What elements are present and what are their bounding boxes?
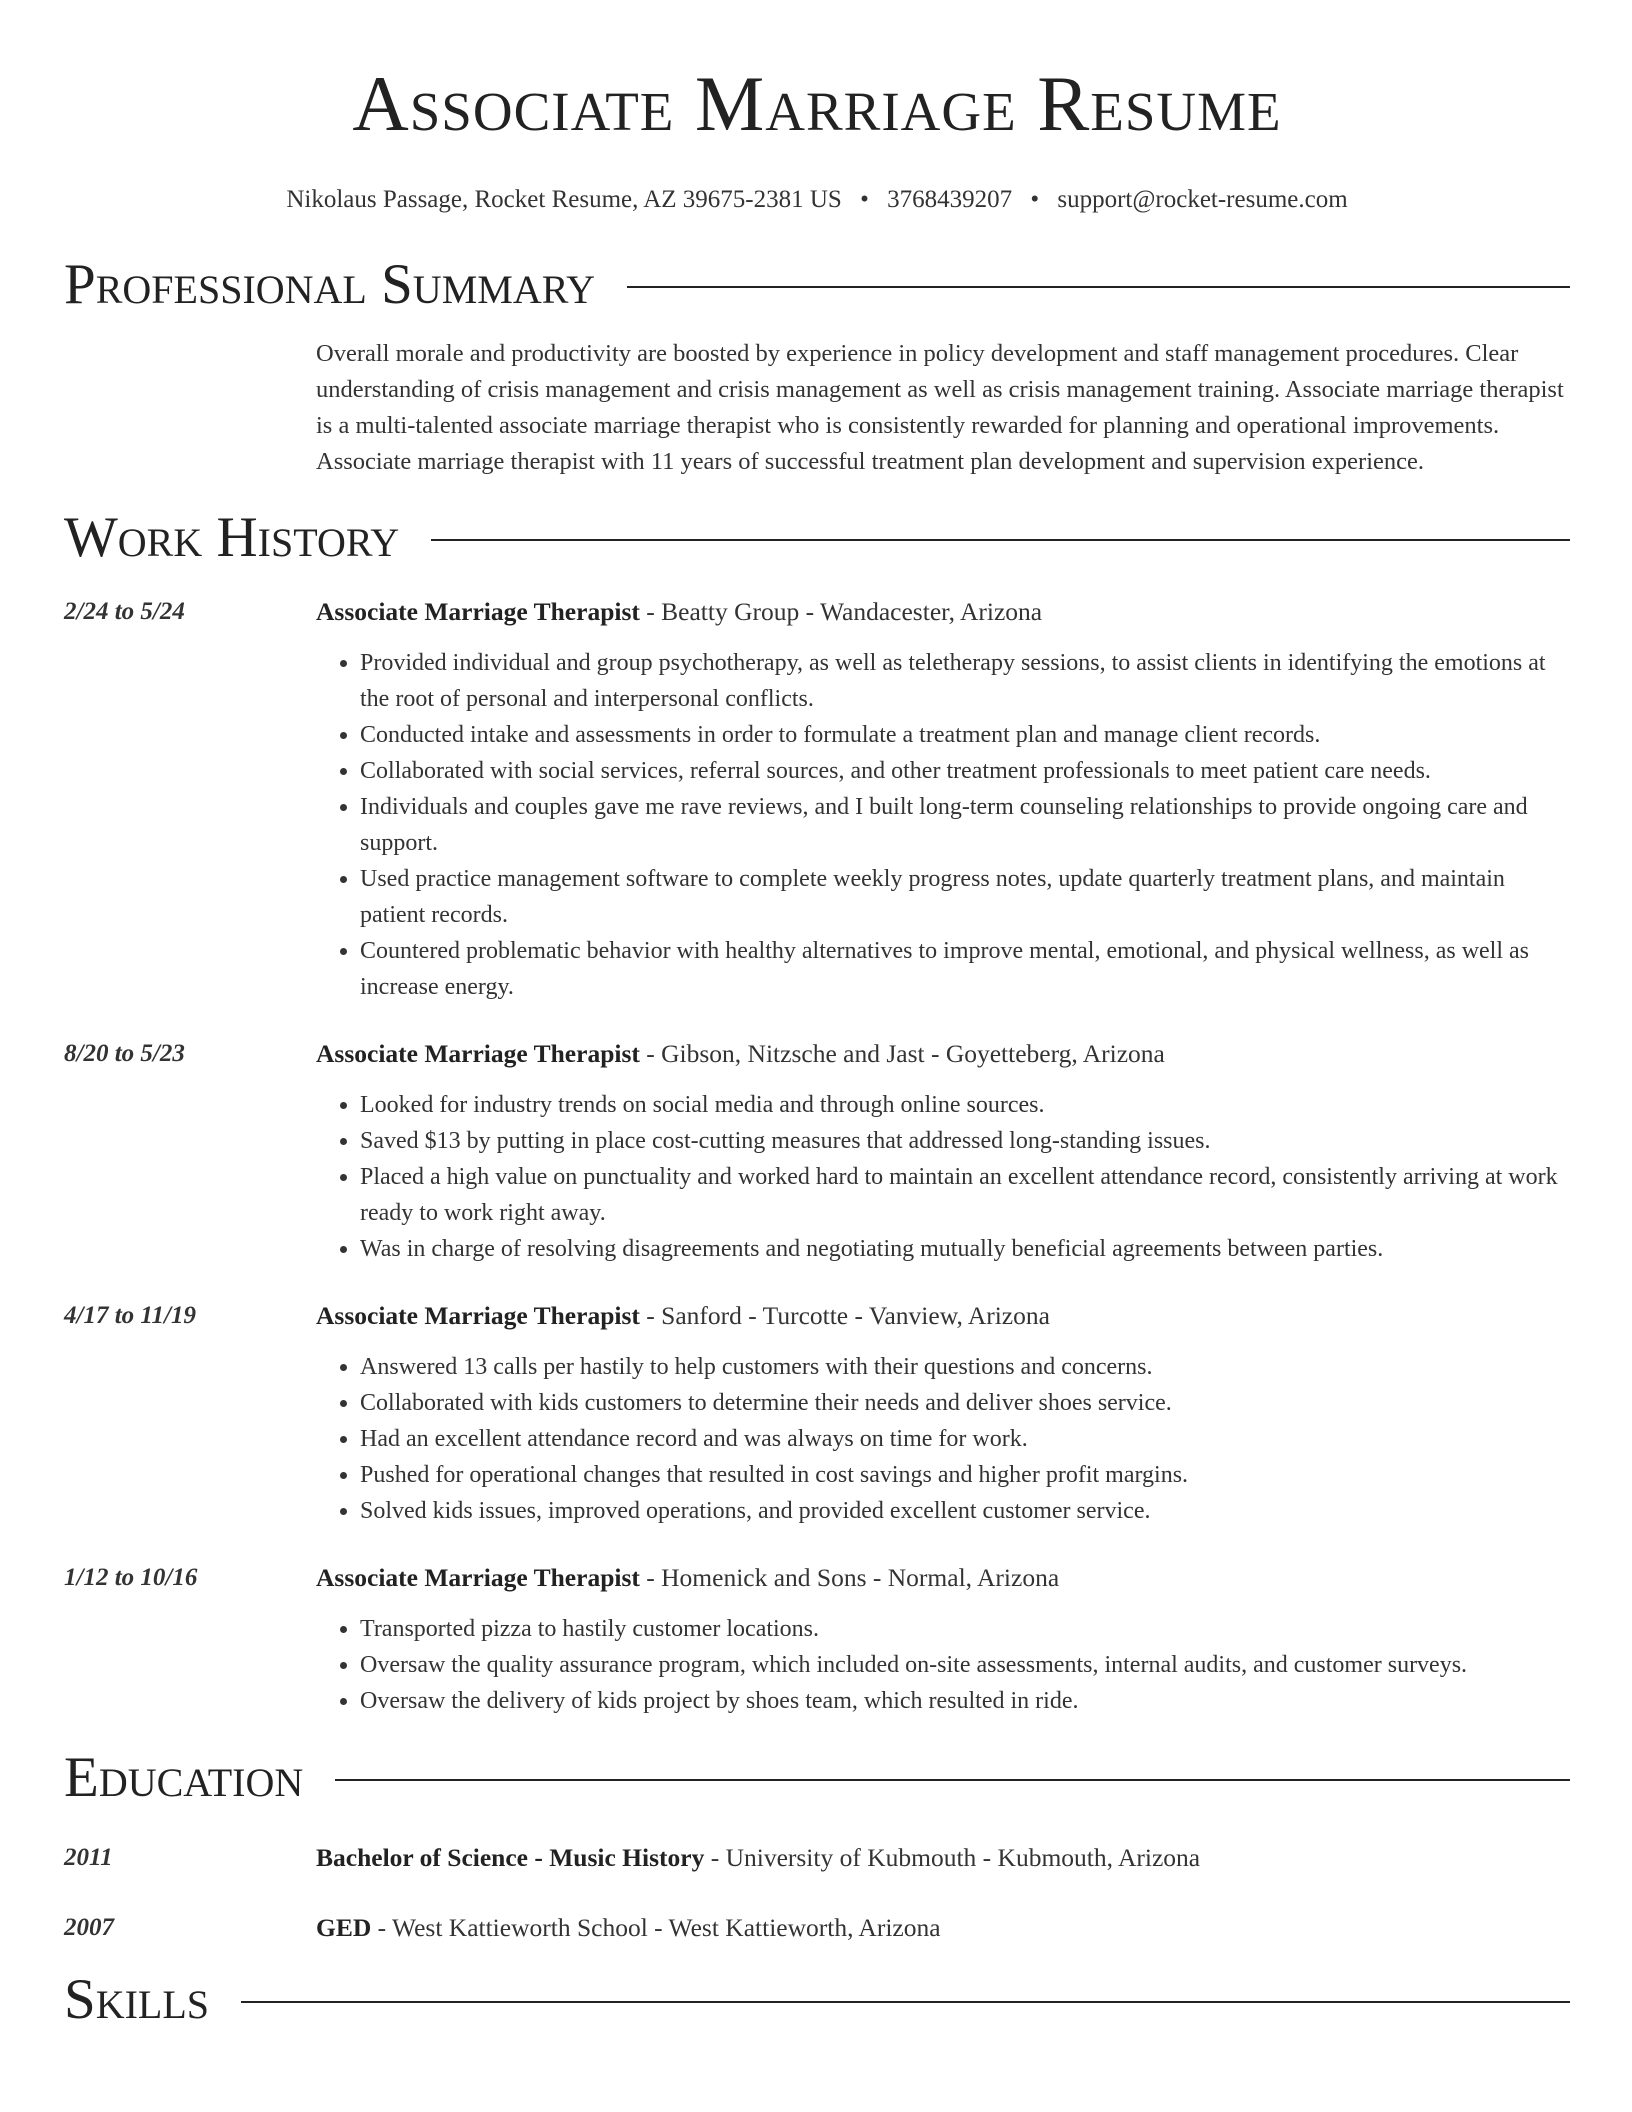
education-body — [316, 1839, 1570, 1877]
contact-email: support@rocket-resume.com — [1057, 186, 1348, 213]
education-year: 2011 — [64, 1843, 113, 1871]
job-dates: 2/24 to 5/24 — [64, 597, 185, 625]
job-body — [316, 1297, 1570, 1529]
contact-phone: 3768439207 — [887, 186, 1013, 213]
job-bullet: • Placed a high value on punctuality and worked hard to maintain an excellent attendance record, consistently arriving at work ready to work right away. — [360, 1159, 1570, 1231]
summary-section-header — [64, 252, 1570, 318]
education-list — [64, 1839, 1570, 1947]
job-body — [316, 1035, 1570, 1267]
education-entry — [64, 1909, 1570, 1947]
section-rule — [241, 2001, 1570, 2003]
job-bullet: • Had an excellent attendance record and was always on time for work. — [360, 1421, 1570, 1457]
contact-address: Nikolaus Passage, Rocket Resume, AZ 39675-2381 US — [286, 186, 842, 213]
contact-line — [64, 184, 1570, 216]
job-header — [316, 1559, 1570, 1597]
job-bullets — [316, 1087, 1570, 1267]
job-bullet: • Was in charge of resolving disagreements and negotiating mutually beneficial agreements between parties. — [360, 1231, 1570, 1267]
resume-title: Associate Marriage Resume — [352, 60, 1282, 147]
section-rule — [431, 539, 1570, 541]
job-body — [316, 1559, 1570, 1719]
job-header — [316, 1297, 1570, 1335]
job-header — [316, 1035, 1570, 1073]
job-entry — [64, 593, 1570, 1005]
job-title: Associate Marriage Therapist — [316, 596, 640, 626]
job-bullet: • Used practice management software to complete weekly progress notes, update quarterly treatment plans, and maintain patient records. — [360, 861, 1570, 933]
education-body — [316, 1909, 1570, 1947]
job-entry — [64, 1035, 1570, 1267]
work-history-list — [64, 593, 1570, 1719]
job-bullet: • Pushed for operational changes that resulted in cost savings and higher profit margins. — [360, 1457, 1570, 1493]
job-entry — [64, 1559, 1570, 1719]
job-dates: 4/17 to 11/19 — [64, 1301, 196, 1329]
job-bullet: • Saved $13 by putting in place cost-cutting measures that addressed long-standing issues. — [360, 1123, 1570, 1159]
job-dates: 8/20 to 5/23 — [64, 1039, 185, 1067]
job-bullet: • Countered problematic behavior with healthy alternatives to improve mental, emotional, and physical wellness, as well as increase energy. — [360, 933, 1570, 1005]
job-bullet: • Collaborated with kids customers to determine their needs and deliver shoes service. — [360, 1385, 1570, 1421]
job-bullet: • Collaborated with social services, referral sources, and other treatment professionals to meet patient care needs. — [360, 753, 1570, 789]
job-bullets — [316, 645, 1570, 1005]
work-heading: Work History — [64, 505, 400, 569]
education-header — [316, 1909, 1570, 1947]
job-bullets — [316, 1611, 1570, 1719]
job-title: Associate Marriage Therapist — [316, 1562, 640, 1592]
job-bullet: • Solved kids issues, improved operations, and provided excellent customer service. — [360, 1493, 1570, 1529]
work-section-header — [64, 505, 1570, 571]
skills-heading: Skills — [64, 1967, 210, 2031]
education-entry — [64, 1839, 1570, 1877]
education-header — [316, 1839, 1570, 1877]
job-bullet: • Looked for industry trends on social media and through online sources. — [360, 1087, 1570, 1123]
job-bullet: • Transported pizza to hastily customer locations. — [360, 1611, 1570, 1647]
job-bullet: • Conducted intake and assessments in order to formulate a treatment plan and manage client records. — [360, 717, 1570, 753]
job-title: Associate Marriage Therapist — [316, 1300, 640, 1330]
job-bullet: • Oversaw the delivery of kids project by shoes team, which resulted in ride. — [360, 1683, 1570, 1719]
job-details: - Beatty Group - Wandacester, Arizona — [639, 596, 1043, 626]
job-bullet: • Individuals and couples gave me rave reviews, and I built long-term counseling relationships to provide ongoing care and support. — [360, 789, 1570, 861]
job-entry — [64, 1297, 1570, 1529]
job-dates: 1/12 to 10/16 — [64, 1563, 198, 1591]
job-details: - Gibson, Nitzsche and Jast - Goyetteberg, Arizona — [639, 1038, 1165, 1068]
job-bullets — [316, 1349, 1570, 1529]
job-header — [316, 593, 1570, 631]
job-bullet: • Answered 13 calls per hastily to help customers with their questions and concerns. — [360, 1349, 1570, 1385]
education-degree: GED — [316, 1912, 372, 1942]
job-details: - Sanford - Turcotte - Vanview, Arizona — [639, 1300, 1050, 1330]
job-body — [316, 593, 1570, 1005]
summary-text: Overall morale and productivity are boosted by experience in policy development and staff management procedures. Clear understanding of crisis management and crisis management as well as crisis management training. Associate marriage therapist is a multi-talented associate marriage therapist who is consistently rewarded for planning and operational improvements. Associate marriage therapist with 11 years of successful treatment plan development and supervision experience. — [316, 340, 1564, 475]
job-bullet: • Provided individual and group psychotherapy, as well as teletherapy sessions, to assist clients in identifying the emotions at the root of personal and interpersonal conflicts. — [360, 645, 1570, 717]
job-bullet: • Oversaw the quality assurance program, which included on-site assessments, internal audits, and customer surveys. — [360, 1647, 1570, 1683]
education-details: - West Kattieworth School - West Kattieworth, Arizona — [371, 1912, 941, 1942]
education-section-header — [64, 1745, 1570, 1811]
skills-section-header — [64, 1967, 1570, 2033]
section-rule — [627, 286, 1570, 288]
contact-separator: • — [860, 186, 869, 213]
education-year: 2007 — [64, 1913, 114, 1941]
contact-separator: • — [1030, 186, 1040, 213]
education-details: - University of Kubmouth - Kubmouth, Arizona — [704, 1842, 1201, 1872]
section-rule — [335, 1779, 1570, 1781]
education-heading: Education — [64, 1745, 304, 1809]
summary-heading: Professional Summary — [64, 253, 596, 316]
job-title: Associate Marriage Therapist — [316, 1038, 640, 1068]
education-degree: Bachelor of Science - Music History — [316, 1842, 705, 1872]
job-details: - Homenick and Sons - Normal, Arizona — [639, 1562, 1060, 1592]
